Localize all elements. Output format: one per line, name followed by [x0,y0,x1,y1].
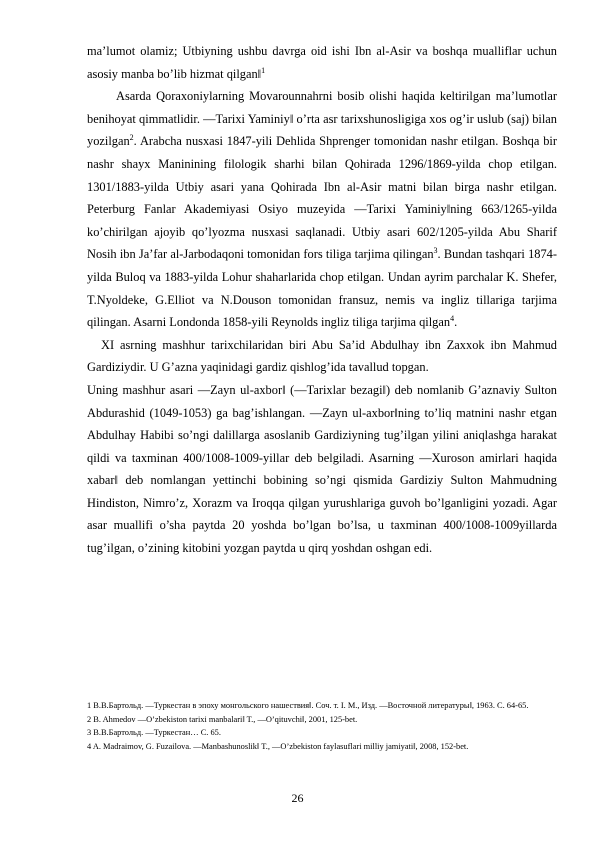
footnotes [87,700,557,754]
paragraph-gardiziy: XI asrning mashhur tarixchilaridan biri Abu Sa’id Abdulhay ibn Zaxxok ibn Mahmud Gardiziydir. U G’azna yaqinidagi gardiz qishlog’ida tavallud topgan. [87,337,557,375]
footnote: 1 В.В.Бартольд. ―Туркестан в эпоху монгольского нашествия‖. Соч. т. I. М., Изд. ―Восточной литературы‖, 1963. С. 64-65. [87,701,529,710]
footnote: 3 В.В.Бартольд. ―Туркестан… С. 65. [87,728,221,738]
footnote-ref: 2 [129,133,134,143]
footnote-ref: 1 [261,65,266,75]
footnote-ref: 3 [433,246,438,256]
paragraph-continued: ma’lumot olamiz; Utbiyning ushbu davrga oid ishi Ibn al-Asir va boshqa mualliflar uchun asosiy manba bo’lib hizmat qilgan‖$^1$ [87,44,557,81]
paragraph-tarixi-yaminiy: Asarda Qoraxoniylarning Movarounnahrni bosib olishi haqida keltirilgan ma’lumotlar benihoyat qimmatlidir. ―Tarixi Yaminiy‖ o’rta asr tarixshunosligiga xos og’ir uslub (saj) bilan yozilgan$^2$. Arabcha nusxasi 1847-yili Dehlida Shprenger tomonidan nashr etilgan. Boshqa bir nashr shayx Maninining filologik sharhi bilan Qohirada 1296/1869-yilda chop etilgan. 1301/1883-yilda Utbiy asari yana Qohirada Ibn al-Asir matni bilan birga nashr etilgan. Peterburg Fanlar Akademiyasi Osiyo muzeyida ―Tarixi Yaminiy‖ning 663/1265-yilda ko’chirilgan ajoyib qo’lyozma nusxasi saqlanadi. Utbiy asari 602/1205-yilda Abu Sharif Nosih ibn Ja’far al-Jarbodaqoni tomonidan fors tiliga tarjima qilingan$^3$. Bundan tashqari 1874-yilda Buloq va 1883-yilda Lohur shaharlarida chop etilgan. Undan ayrim parchalar K. Shefer, T.Nyoldeke, G.Elliot va N.Douson tomonidan fransuz, nemis va ingliz tillariga tarjima qilingan. Asarni Londonda 1858-yili Reynolds ingliz tiliga tarjima qilgan$^4$. [87,89,557,330]
paragraph-zayn-ul-axbor: Uning mashhur asari ―Zayn ul-axbor‖ (―Tarixlar bezagi‖) deb nomlanib G’aznaviy Sulton Abdurashid (1049-1053) ga bag’ishlangan. ―Zayn ul-axbor‖ning to’liq matnini nashr etgan Abdulhay Habibi so’ngi dalillarga asoslanib Gardiziyning tug’ilgan yilini aniqlashga harakat qildi va taxminan 400/1008-1009-yillar deb belgiladi. Asarning ―Xuroson amirlari haqida xabar‖ deb nomlangan yettinchi bobining so’ngi qismida Gardiziy Sulton Mahmudning Hindiston, Nimro’z, Xorazm va Iroqqa qilgan yurushlariga guvoh bo’lganligini yozadi. Agar asar muallifi o’sha paytda 20 yoshda bo’lgan bo’lsa, u taxminan 400/1008-1009yillarda tug’ilgan, o’zining kitobini yozgan paytda u qirq yoshdan oshgan edi. [87,382,557,556]
page-number: 26 [291,791,304,805]
footnote: 2 B. Ahmedov ―O’zbekiston tarixi manbalari‖ T., ―O’qituvchi‖, 2001, 125-bet. [87,714,358,724]
body-text [87,40,557,560]
footnote: 4 A. Madraimov, G. Fuzailova. ―Manbashunoslik‖ T., ―O’zbekiston faylasuflari milliy jamiyati‖, 2008, 152-bet. [87,741,469,751]
footnote-ref: 4 [450,314,455,323]
